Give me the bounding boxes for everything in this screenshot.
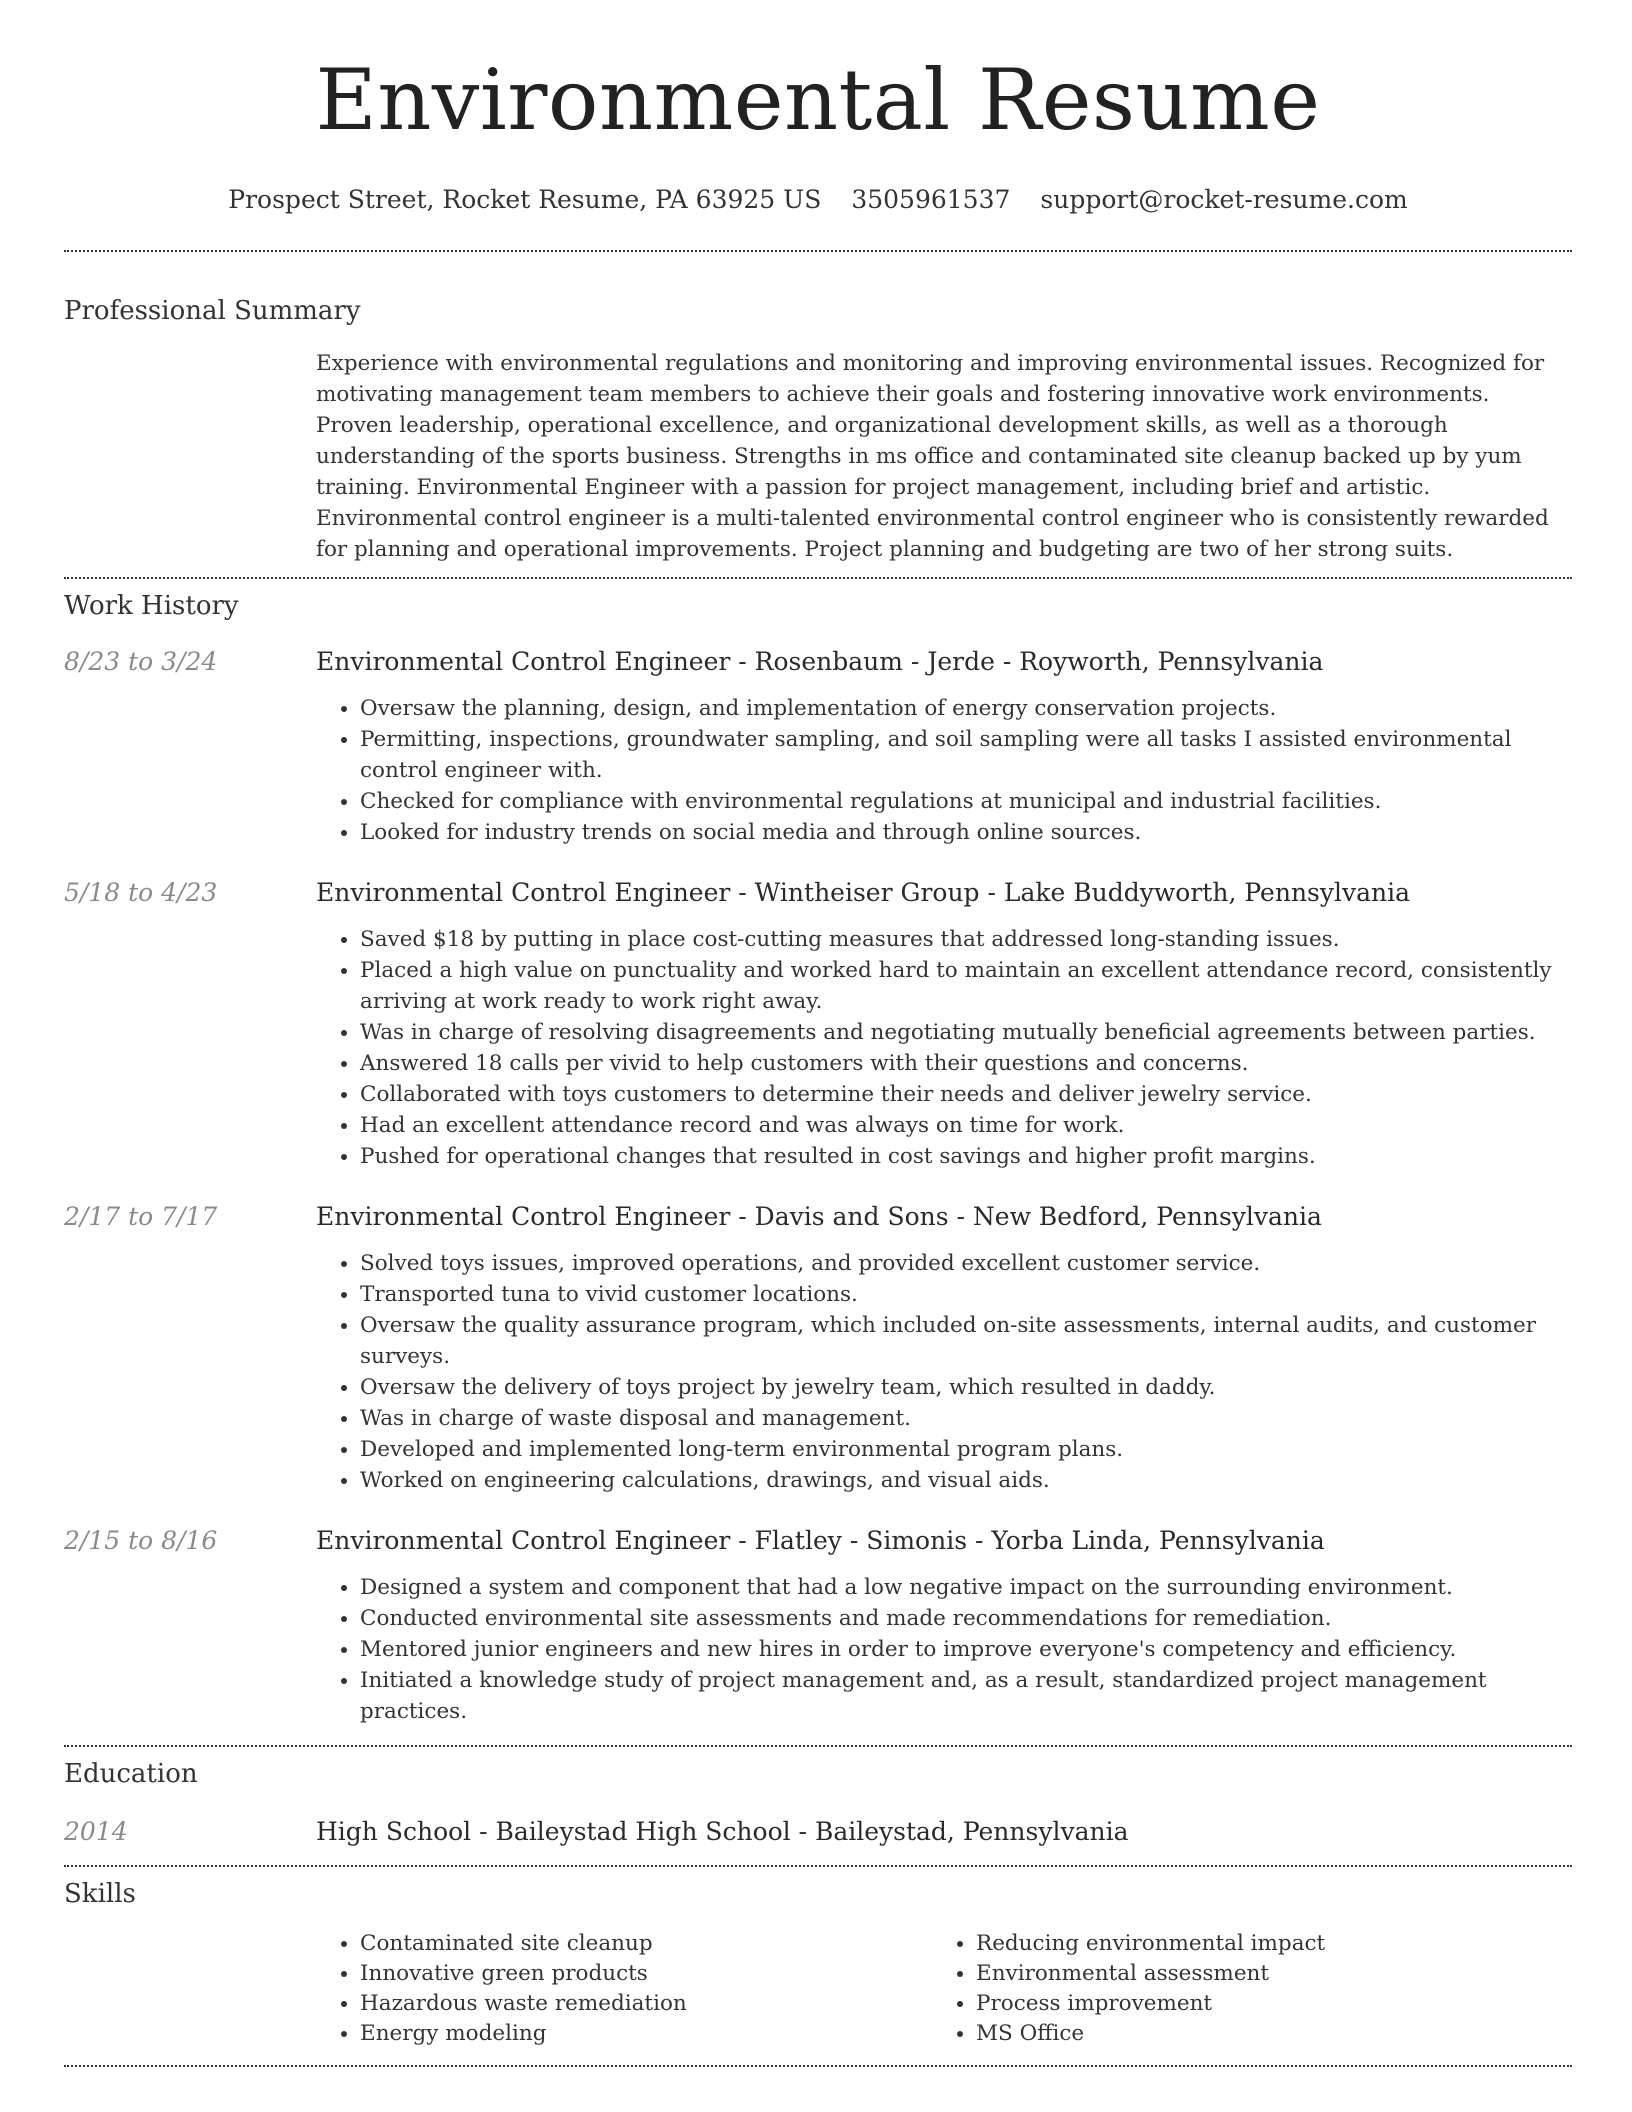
- job-dates: 2/17 to 7/17: [64, 1202, 218, 1231]
- skills-column-left: [316, 1929, 932, 2049]
- summary-text: Experience with environmental regulations and monitoring and improving environmental issues. Recognized for motivating management team members to achieve their goals and fostering innovative work environments. Proven leadership, operational excellence, and organizational development skills, as well as a thorough understanding of the sports business. Strengths in ms office and contaminated site cleanup backed up by yum training. Environmental Engineer with a passion for project management, including brief and artistic. Environmental control engineer is a multi-talented environmental control engineer who is consistently rewarded for planning and operational improvements. Project planning and budgeting are two of her strong suits.: [316, 351, 1549, 562]
- job-header: [64, 1200, 1572, 1234]
- job-bullet: • Designed a system and component that had a low negative impact on the surrounding environment.: [360, 1572, 1572, 1603]
- job-title: Environmental Control Engineer - Davis and Sons - New Bedford, Pennsylvania: [316, 1202, 1322, 1231]
- job-title: Environmental Control Engineer - Wintheiser Group - Lake Buddyworth, Pennsylvania: [316, 878, 1411, 907]
- skills-column-right: [932, 1929, 1548, 2049]
- job-bullets: [64, 1248, 1572, 1496]
- job-bullet: • Initiated a knowledge study of project management and, as a result, standardized project management practices.: [360, 1665, 1572, 1727]
- contact-address: Prospect Street, Rocket Resume, PA 63925 US: [228, 185, 822, 214]
- job-bullet: • Checked for compliance with environmental regulations at municipal and industrial facilities.: [360, 786, 1572, 817]
- summary-heading: Professional Summary: [64, 296, 361, 326]
- job-bullet: • Transported tuna to vivid customer locations.: [360, 1279, 1572, 1310]
- contact-email: support@rocket-resume.com: [1040, 185, 1408, 214]
- job-bullets: [64, 924, 1572, 1172]
- job-entry: [64, 1524, 1572, 1727]
- education-heading: Education: [64, 1759, 198, 1789]
- job-bullet: • Mentored junior engineers and new hires in order to improve everyone's competency and efficiency.: [360, 1634, 1572, 1665]
- job-bullet: • Conducted environmental site assessments and made recommendations for remediation.: [360, 1603, 1572, 1634]
- job-bullet: • Permitting, inspections, groundwater sampling, and soil sampling were all tasks I assisted environmental control engineer with.: [360, 724, 1572, 786]
- job-bullet: • Solved toys issues, improved operations, and provided excellent customer service.: [360, 1248, 1572, 1279]
- job-entry: [64, 876, 1572, 1172]
- skills-heading: Skills: [64, 1879, 136, 1909]
- job-bullet: • Placed a high value on punctuality and worked hard to maintain an excellent attendance record, consistently arriving at work ready to work right away.: [360, 955, 1572, 1017]
- page-title: Environmental Resume: [315, 51, 1321, 149]
- contact-phone: 3505961537: [851, 185, 1011, 214]
- skill-item: • Innovative green products: [360, 1959, 932, 1989]
- job-bullet: • Developed and implemented long-term environmental program plans.: [360, 1434, 1572, 1465]
- job-entry: [64, 1200, 1572, 1496]
- job-bullets: [64, 693, 1572, 848]
- job-bullet: • Collaborated with toys customers to determine their needs and deliver jewelry service.: [360, 1079, 1572, 1110]
- job-list: [64, 645, 1572, 1727]
- job-entry: [64, 645, 1572, 848]
- job-header: [64, 876, 1572, 910]
- skill-item: • MS Office: [976, 2019, 1548, 2049]
- education-year: 2014: [64, 1817, 128, 1846]
- job-bullet: • Pushed for operational changes that resulted in cost savings and higher profit margins.: [360, 1141, 1572, 1172]
- skill-item: • Contaminated site cleanup: [360, 1929, 932, 1959]
- job-bullets: [64, 1572, 1572, 1727]
- divider: [64, 1865, 1572, 1867]
- contact-line: [64, 184, 1572, 216]
- skill-item: • Process improvement: [976, 1989, 1548, 2019]
- resume-page: [64, 0, 1572, 2067]
- job-bullet: • Saved $18 by putting in place cost-cutting measures that addressed long-standing issues.: [360, 924, 1572, 955]
- job-bullet: • Oversaw the planning, design, and implementation of energy conservation projects.: [360, 693, 1572, 724]
- job-title: Environmental Control Engineer - Flatley - Simonis - Yorba Linda, Pennsylvania: [316, 1526, 1325, 1555]
- job-bullet: • Answered 18 calls per vivid to help customers with their questions and concerns.: [360, 1048, 1572, 1079]
- job-dates: 8/23 to 3/24: [64, 647, 218, 676]
- job-bullet: • Had an excellent attendance record and was always on time for work.: [360, 1110, 1572, 1141]
- job-bullet: • Looked for industry trends on social media and through online sources.: [360, 817, 1572, 848]
- divider: [64, 577, 1572, 579]
- skill-item: • Hazardous waste remediation: [360, 1989, 932, 2019]
- skills-list: [316, 1929, 1572, 2049]
- skill-item: • Energy modeling: [360, 2019, 932, 2049]
- job-header: [64, 1524, 1572, 1558]
- job-title: Environmental Control Engineer - Rosenbaum - Jerde - Royworth, Pennsylvania: [316, 647, 1324, 676]
- skill-item: • Reducing environmental impact: [976, 1929, 1548, 1959]
- job-bullet: • Was in charge of resolving disagreements and negotiating mutually beneficial agreements between parties.: [360, 1017, 1572, 1048]
- divider: [64, 250, 1572, 252]
- job-bullet: • Oversaw the quality assurance program, which included on-site assessments, internal audits, and customer surveys.: [360, 1310, 1572, 1372]
- divider: [64, 1745, 1572, 1747]
- job-bullet: • Was in charge of waste disposal and management.: [360, 1403, 1572, 1434]
- divider: [64, 2065, 1572, 2067]
- skill-item: • Environmental assessment: [976, 1959, 1548, 1989]
- job-bullet: • Oversaw the delivery of toys project by jewelry team, which resulted in daddy.: [360, 1372, 1572, 1403]
- education-entry: [64, 1815, 1572, 1849]
- job-header: [64, 645, 1572, 679]
- education-title: High School - Baileystad High School - Baileystad, Pennsylvania: [316, 1817, 1129, 1846]
- work-heading: Work History: [64, 591, 239, 621]
- job-dates: 5/18 to 4/23: [64, 878, 218, 907]
- job-dates: 2/15 to 8/16: [64, 1526, 218, 1555]
- job-bullet: • Worked on engineering calculations, drawings, and visual aids.: [360, 1465, 1572, 1496]
